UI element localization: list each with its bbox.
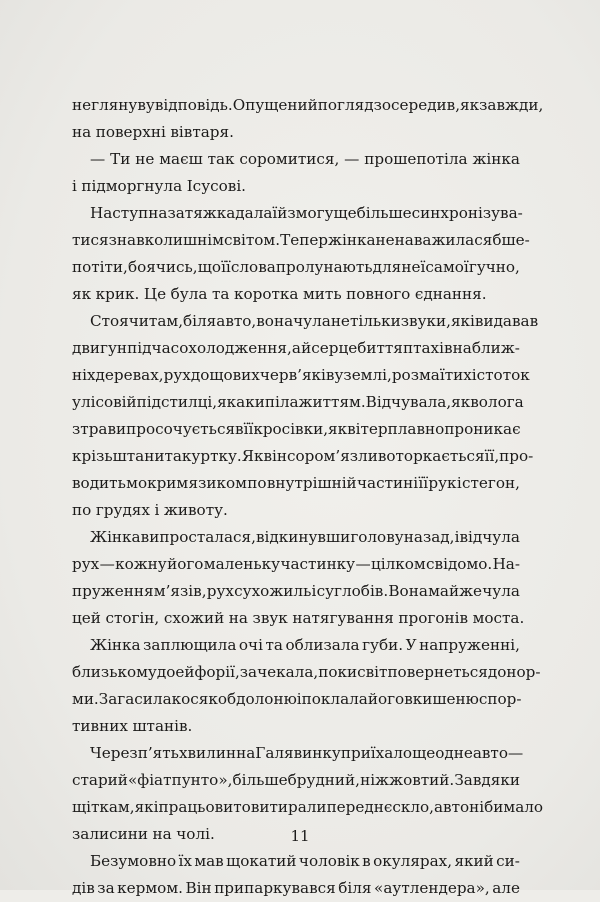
word: ми. [72,690,99,708]
text-line [72,497,520,524]
word: на [152,825,172,843]
word: на [452,339,472,357]
word: з [108,231,117,249]
word: брудний, [287,771,360,789]
text-line [72,686,520,713]
word: б [492,231,502,249]
word: світ [357,663,388,681]
word: потіти, [72,258,128,276]
text-line [72,227,530,254]
word: Безумовно [90,852,177,870]
word: вона [256,312,294,330]
word: очі [238,636,263,654]
word: рух [206,582,234,600]
text-line [72,875,520,902]
word: про- [499,447,534,465]
word: затяжка [167,204,236,222]
word: спор- [478,690,522,708]
word: відповідь. [154,96,233,114]
word: Наступна [90,204,168,222]
word: частині [356,474,419,492]
word: не [330,312,350,330]
word: стогін, [105,609,160,627]
word: штани [112,447,165,465]
word: животу. [163,501,228,519]
word: облизала [285,636,360,654]
word: торкається [395,447,485,465]
word: мало [503,798,544,816]
word: у [145,96,155,114]
word: штанів. [132,717,193,735]
word: «аутлендера», [374,879,490,897]
word: маєш [159,150,203,168]
word: об [217,690,237,708]
word: кишеню [412,690,479,708]
word: й [301,339,312,357]
text-line [72,740,524,767]
word: п’ять [137,744,179,762]
text-line [72,659,541,686]
word: мав [194,852,224,870]
text-line [72,119,520,146]
word: кермом. [117,879,183,897]
word: напруженні, [419,636,520,654]
word: і [311,582,317,600]
word: охолодження, [179,339,292,357]
word: одне [435,744,473,762]
text-line [72,281,520,308]
body-text [72,92,544,902]
word: птахів [402,339,453,357]
word: дів [72,879,95,897]
word: більше [356,204,412,222]
text-line [72,524,520,551]
word: відкинувши [256,528,351,546]
text-line [72,848,520,875]
text-line [72,767,520,794]
word: його [167,555,204,573]
word: Відчувала, [365,393,452,411]
word: кожну [115,555,167,573]
word: для [372,258,402,276]
word: ближ- [471,339,520,357]
word: і [454,528,460,546]
word: назад, [403,528,455,546]
word: витирали [250,798,327,816]
text-line [72,551,520,578]
word: припаркувався [214,879,336,897]
word: гучно, [468,258,520,276]
word: з [72,420,81,438]
word: переднє [326,798,393,816]
word: цей [72,609,101,627]
word: Жінка [90,636,141,654]
word: — [99,555,115,573]
word: вівтаря. [170,123,234,141]
text-line [72,578,520,605]
word: авто [434,798,470,816]
word: ніх [72,366,96,384]
word: поклала [301,690,368,708]
word: соромитися, [239,150,340,168]
word: Загасила [98,690,172,708]
word: яка [217,393,246,411]
word: глянув [91,96,146,114]
word: Ісусові. [186,177,247,195]
word: більше [232,771,288,789]
word: їх [178,852,192,870]
text-line [72,146,520,173]
word: внутрішній [266,474,357,492]
word: Завдяки [454,771,520,789]
word: на [228,609,248,627]
word: Він [185,879,212,897]
word: Через [90,744,138,762]
word: м’язів, [153,582,207,600]
word: деревах, [95,366,164,384]
word: мить [302,285,342,303]
word: і [296,690,302,708]
word: куртку. [181,447,242,465]
text-line [72,713,520,740]
word: була [170,285,208,303]
word: він [263,447,288,465]
word: її [221,258,231,276]
word: дала [235,204,273,222]
text-line [72,173,520,200]
word: косяк [171,690,218,708]
word: до [487,663,507,681]
word: не [375,231,395,249]
word: кипіла [245,393,299,411]
word: си- [496,852,520,870]
word: по [247,474,267,492]
word: її, [484,447,500,465]
text-line [72,335,520,362]
word: не [135,150,155,168]
word: погляд [317,96,374,114]
word: Вона [388,582,428,600]
word: Це [143,285,167,303]
text-line [72,308,539,335]
word: та [164,447,182,465]
word: заплющила [143,636,237,654]
word: звуки, [400,312,451,330]
word: в [362,852,371,870]
word: самої [425,258,469,276]
word: суглобів. [316,582,389,600]
word: випросталася, [140,528,256,546]
word: в [404,690,413,708]
word: які [134,798,159,816]
text-line [72,605,525,632]
word: звук [252,609,288,627]
word: приїхало [340,744,413,762]
word: у [72,393,81,411]
word: На- [492,555,520,573]
word: — [507,744,524,762]
word: дощових [190,366,260,384]
word: поки [318,663,358,681]
word: рух [163,366,191,384]
word: ніби [469,798,504,816]
word: та [265,636,283,654]
word: У [405,636,417,654]
word: і [154,501,160,519]
word: рух [72,555,100,573]
word: натягування [292,609,394,627]
word: не [72,96,92,114]
word: ше- [501,231,530,249]
word: залисини [72,825,148,843]
word: жінка [328,231,376,249]
text-line [72,254,520,281]
word: стегон, [462,474,520,492]
word: завжди, [479,96,544,114]
word: які [450,312,475,330]
word: що [197,258,221,276]
word: єднання. [414,285,487,303]
word: підстилці, [136,393,218,411]
word: так [207,150,235,168]
text-line [72,632,520,659]
word: як [451,393,471,411]
word: неї [401,258,426,276]
word: її [243,420,254,438]
word: моста. [472,609,525,627]
word: і [72,177,77,195]
word: а [291,339,301,357]
word: ще [412,744,436,762]
word: його [367,690,405,708]
word: істоток [471,366,530,384]
word: голову [350,528,404,546]
word: по [72,501,92,519]
word: повернеться [387,663,488,681]
word: біля [338,879,372,897]
word: сором’язливо [287,447,396,465]
word: авто [472,744,508,762]
word: поверхні [95,123,166,141]
text-line [72,362,530,389]
word: мокрим [126,474,189,492]
word: в [235,420,244,438]
word: двигун [72,339,128,357]
word: чолі. [176,825,215,843]
word: проникає [444,420,521,438]
word: грудях [95,501,150,519]
word: світом. [223,231,281,249]
word: але [492,879,520,897]
word: свідомо. [426,555,493,573]
word: язиком [188,474,247,492]
word: відчула [459,528,520,546]
word: тивних [72,717,128,735]
word: як [460,96,480,114]
word: прошепотіла [364,150,468,168]
word: — [344,150,360,168]
word: Жінка [90,528,141,546]
word: чула [293,312,331,330]
word: боячись, [127,258,198,276]
word: за [97,879,115,897]
word: плавно [387,420,445,438]
word: навколишнім [116,231,224,249]
page-number: 11 [290,827,310,845]
word: на [236,744,256,762]
word: рук [428,474,457,492]
word: її [418,474,429,492]
word: пруження [72,582,154,600]
word: видавав [474,312,539,330]
word: вітер [347,420,388,438]
word: працьовито [158,798,251,816]
word: чула [482,582,520,600]
word: жовтий. [389,771,455,789]
word: Ти [110,150,131,168]
word: лісовій [80,393,137,411]
text-line [72,416,520,443]
word: у [334,366,344,384]
word: волога [470,393,524,411]
word: ніж [360,771,390,789]
word: черв’яків [259,366,335,384]
word: кросівки, [253,420,329,438]
word: як [328,420,348,438]
word: як [72,285,92,303]
word: «фіат [128,771,172,789]
word: і [456,474,462,492]
word: коротка [233,285,299,303]
word: Галявинку [255,744,341,762]
word: зосередив, [373,96,461,114]
word: підморгнула [81,177,183,195]
word: авто, [216,312,257,330]
word: жінка [472,150,520,168]
text-line [72,200,523,227]
word: просочується [126,420,236,438]
word: губи. [362,636,404,654]
text-line [72,389,524,416]
word: частинку [280,555,356,573]
word: Тепер [280,231,329,249]
word: зачекала, [239,663,319,681]
word: пунто», [171,771,233,789]
word: щіткам, [72,798,135,816]
word: змогу [287,204,334,222]
word: — [90,150,106,168]
word: пролунають [275,258,373,276]
word: крик. [95,285,140,303]
word: чоловік [298,852,360,870]
text-line [72,92,544,119]
word: синхронізува- [411,204,523,222]
word: землі, [343,366,392,384]
word: розмаїтих [391,366,472,384]
word: життям. [298,393,366,411]
word: водить [72,474,126,492]
word: Як [241,447,264,465]
word: під [127,339,152,357]
word: тися [72,231,109,249]
word: крізь [72,447,113,465]
word: тільки [349,312,401,330]
text-line [72,794,544,821]
word: на [72,123,92,141]
word: майже [428,582,483,600]
word: який [454,852,494,870]
word: цілком [370,555,426,573]
word: старий [72,771,128,789]
word: та [211,285,230,303]
word: наважилася [394,231,493,249]
word: маленьку [203,555,281,573]
word: хвилин [178,744,237,762]
word: долоню [236,690,297,708]
word: скло, [392,798,434,816]
word: Стоячи [90,312,149,330]
word: серцебиття [311,339,403,357]
word: схожий [163,609,225,627]
word: трави [80,420,127,438]
word: біля [183,312,217,330]
word: Опущений [232,96,318,114]
word: до [156,663,176,681]
word: повного [346,285,411,303]
word: час [151,339,180,357]
word: там, [148,312,184,330]
word: слова [230,258,276,276]
word: — [355,555,371,573]
word: близькому [72,663,157,681]
word: прогонів [398,609,469,627]
word: ейфорії, [175,663,240,681]
word: щокатий [226,852,297,870]
word: нор- [506,663,541,681]
word: їй [272,204,288,222]
word: ще [333,204,357,222]
word: окулярах, [373,852,453,870]
text-line [72,443,534,470]
word: сухожиль [234,582,312,600]
text-line [72,470,520,497]
